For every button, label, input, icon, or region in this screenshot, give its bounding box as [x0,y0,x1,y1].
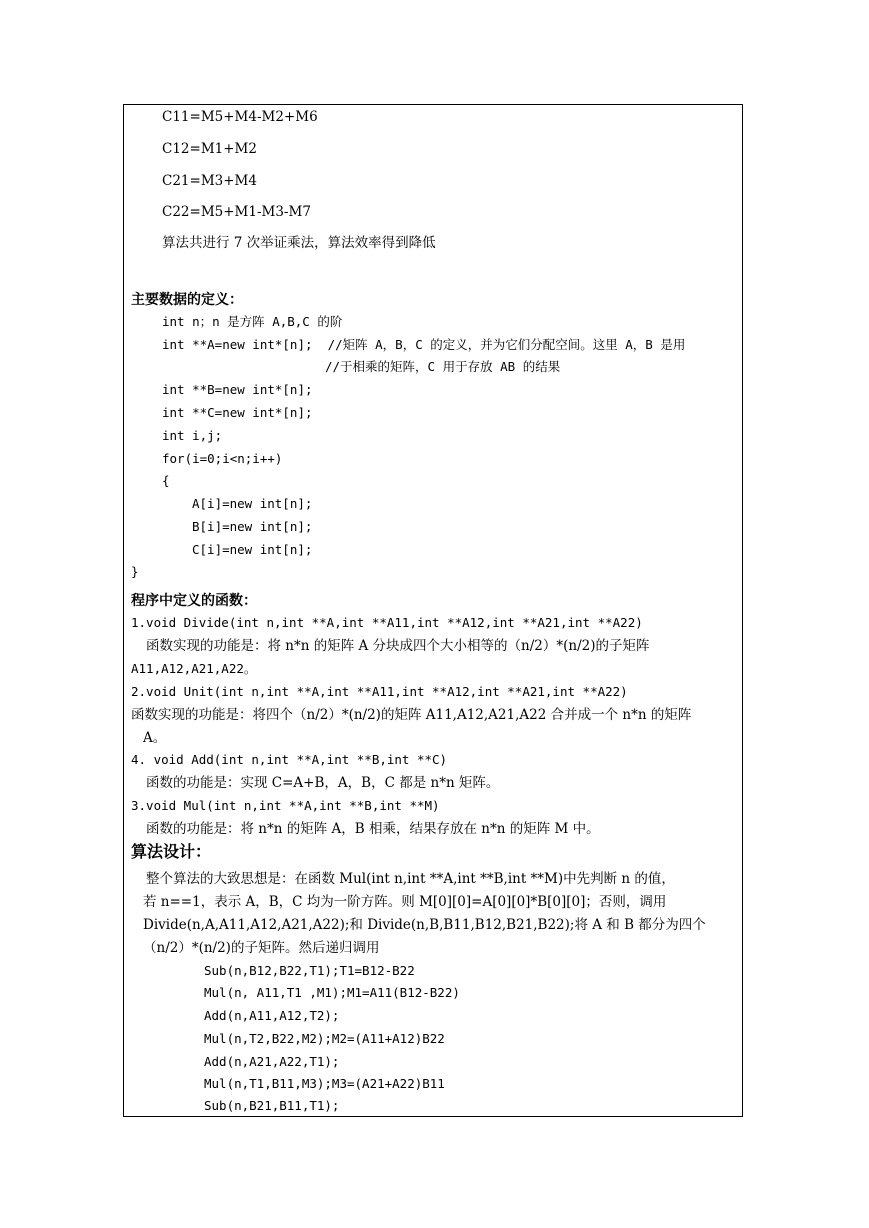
function-line: A。 [143,730,167,746]
algorithm-step: Mul(n, A11,T1 ,M1);M1=A11(B12-B22) [204,985,460,1000]
algorithm-step: Mul(n,T1,B11,M3);M3=(A21+A22)B11 [204,1076,445,1091]
function-line: 4. void Add(int n,int **A,int **B,int **C) [131,752,448,767]
formula-c11: C11=M5+M4-M2+M6 [162,109,318,125]
code-line: int **A=new int*[n]; //矩阵 A，B，C 的定义，并为它们分配空间。这里 A，B 是用 [162,337,686,352]
function-line: 函数的功能是：实现 C=A+B，A，B，C 都是 n*n 矩阵。 [146,775,500,791]
algorithm-line: 若 n==1，表示 A，B，C 均为一阶方阵。则 M[0][0]=A[0][0]*B[0][0]；否则，调用 [143,894,667,910]
code-line: int i,j; [162,428,223,443]
algorithm-step: Add(n,A11,A12,T2); [204,1008,340,1023]
algorithm-step: Mul(n,T2,B22,M2);M2=(A11+A12)B22 [204,1031,445,1046]
data-def-heading: 主要数据的定义： [131,292,243,308]
function-line: A11,A12,A21,A22。 [131,661,257,676]
code-line: //于相乘的矩阵，C 用于存放 AB 的结果 [325,359,561,374]
code-line: for(i=0;i<n;i++) [162,451,283,466]
function-line: 1.void Divide(int n,int **A,int **A11,int **A12,int **A21,int **A22) [131,615,643,630]
function-line: 函数实现的功能是：将 n*n 的矩阵 A 分块成四个大小相等的（n/2）*(n/2)的子矩阵 [146,638,650,654]
algorithm-step: Add(n,A21,A22,T1); [204,1054,340,1069]
code-line: int **B=new int*[n]; [162,382,313,397]
code-line: int n；n 是方阵 A,B,C 的阶 [162,314,343,329]
function-line: 函数实现的功能是：将四个（n/2）*(n/2)的矩阵 A11,A12,A21,A22 合并成一个 n*n 的矩阵 [131,707,692,723]
algorithm-step: Sub(n,B12,B22,T1);T1=B12-B22 [204,963,415,978]
formula-c12: C12=M1+M2 [162,141,257,157]
algorithm-heading: 算法设计： [131,842,212,861]
algorithm-line: 整个算法的大致思想是：在函数 Mul(int n,int **A,int **B,int **M)中先判断 n 的值， [146,871,675,887]
summary-text: 算法共进行 7 次举证乘法，算法效率得到降低 [162,235,436,251]
function-line: 3.void Mul(int n,int **A,int **B,int **M) [131,798,440,813]
code-line: A[i]=new int[n]; [192,496,313,511]
code-line: } [131,564,139,579]
formula-c22: C22=M5+M1-M3-M7 [162,204,311,220]
code-line: B[i]=new int[n]; [192,519,313,534]
function-line: 函数的功能是：将 n*n 的矩阵 A，B 相乘，结果存放在 n*n 的矩阵 M 中。 [146,821,600,837]
code-line: { [162,473,170,488]
formula-c21: C21=M3+M4 [162,173,257,189]
algorithm-line: （n/2）*(n/2)的子矩阵。然后递归调用 [143,940,380,956]
algorithm-line: Divide(n,A,A11,A12,A21,A22);和 Divide(n,B,B11,B12,B21,B22);将 A 和 B 都分为四个 [143,917,706,933]
code-line: int **C=new int*[n]; [162,405,313,420]
function-line: 2.void Unit(int n,int **A,int **A11,int **A12,int **A21,int **A22) [131,684,628,699]
functions-heading: 程序中定义的函数： [131,593,257,609]
code-line: C[i]=new int[n]; [192,542,313,557]
algorithm-step: Sub(n,B21,B11,T1); [204,1098,340,1113]
